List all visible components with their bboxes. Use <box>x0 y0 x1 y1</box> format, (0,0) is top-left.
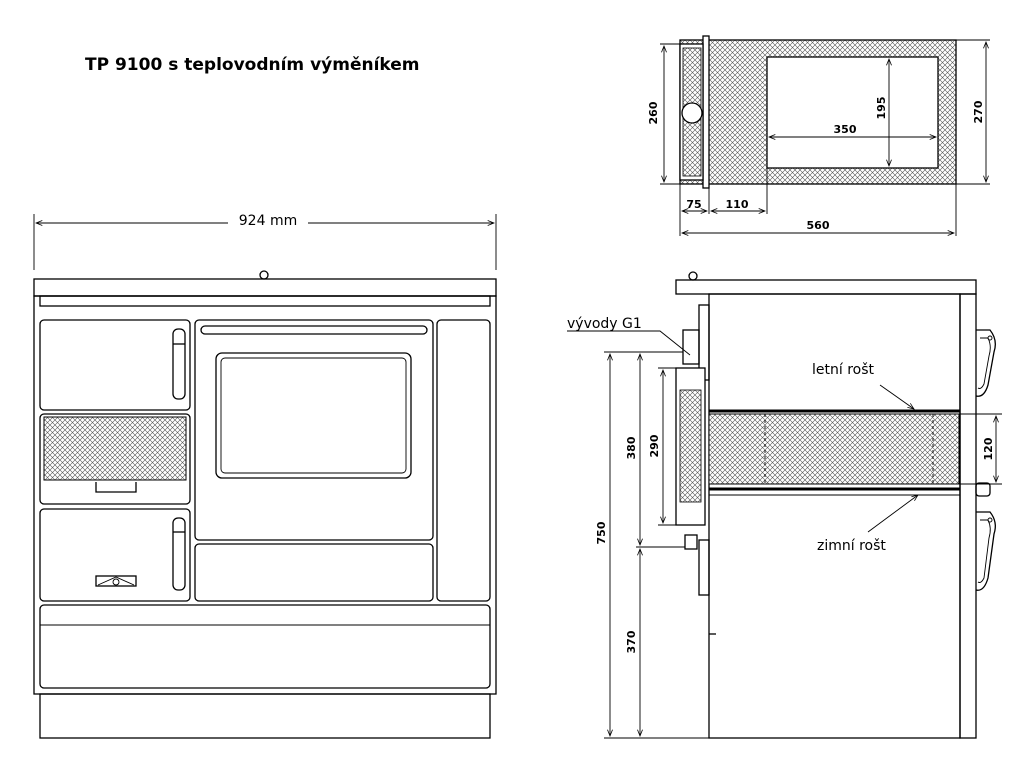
svg-text:290: 290 <box>648 434 661 458</box>
outlet-circle <box>682 103 702 123</box>
top-view-flange <box>703 36 709 188</box>
side-back-panel <box>960 294 976 738</box>
upper-left-handle <box>173 329 185 399</box>
outlets-leader <box>567 331 690 355</box>
oven-window <box>216 353 411 478</box>
stove-body <box>34 296 496 694</box>
top-view <box>647 36 990 236</box>
winter-grate-label: zimní rošt <box>817 538 886 554</box>
side-firebox <box>709 414 959 484</box>
plinth <box>40 694 490 738</box>
svg-text:75: 75 <box>686 198 702 211</box>
upper-side-handle <box>976 330 995 396</box>
air-regulator <box>96 576 136 586</box>
svg-text:195: 195 <box>875 96 888 120</box>
storage-drawer <box>195 544 433 601</box>
ash-door <box>40 509 190 601</box>
ash-door-handle <box>173 518 185 590</box>
side-panel <box>437 320 490 601</box>
firebox-latch <box>96 482 136 492</box>
side-view <box>567 272 1002 738</box>
svg-text:270: 270 <box>972 100 985 124</box>
front-width-label: 924 mm <box>238 213 298 229</box>
top-plate <box>34 279 496 296</box>
oven-handle <box>201 326 427 334</box>
front-rim <box>40 296 490 306</box>
svg-text:380: 380 <box>625 436 638 460</box>
front-view <box>34 211 496 738</box>
bottom-drawer <box>40 605 490 688</box>
lower-side-handle <box>976 512 995 590</box>
svg-text:120: 120 <box>982 437 995 461</box>
svg-text:260: 260 <box>647 101 660 125</box>
side-body <box>709 294 960 738</box>
svg-text:110: 110 <box>725 198 749 211</box>
upper-left-door <box>40 320 190 410</box>
top-knob <box>260 271 268 279</box>
side-top-plate <box>676 280 976 294</box>
svg-text:370: 370 <box>625 630 638 654</box>
firebox-mesh <box>44 417 186 480</box>
outlets-label: vývody G1 <box>567 316 642 332</box>
summer-grate-label: letní rošt <box>812 362 875 378</box>
svg-text:350: 350 <box>833 123 857 136</box>
drawing-title: TP 9100 s teplovodním výměníkem <box>85 55 420 75</box>
svg-text:560: 560 <box>806 219 830 232</box>
svg-text:750: 750 <box>595 521 608 545</box>
top-view-oven <box>767 57 938 168</box>
